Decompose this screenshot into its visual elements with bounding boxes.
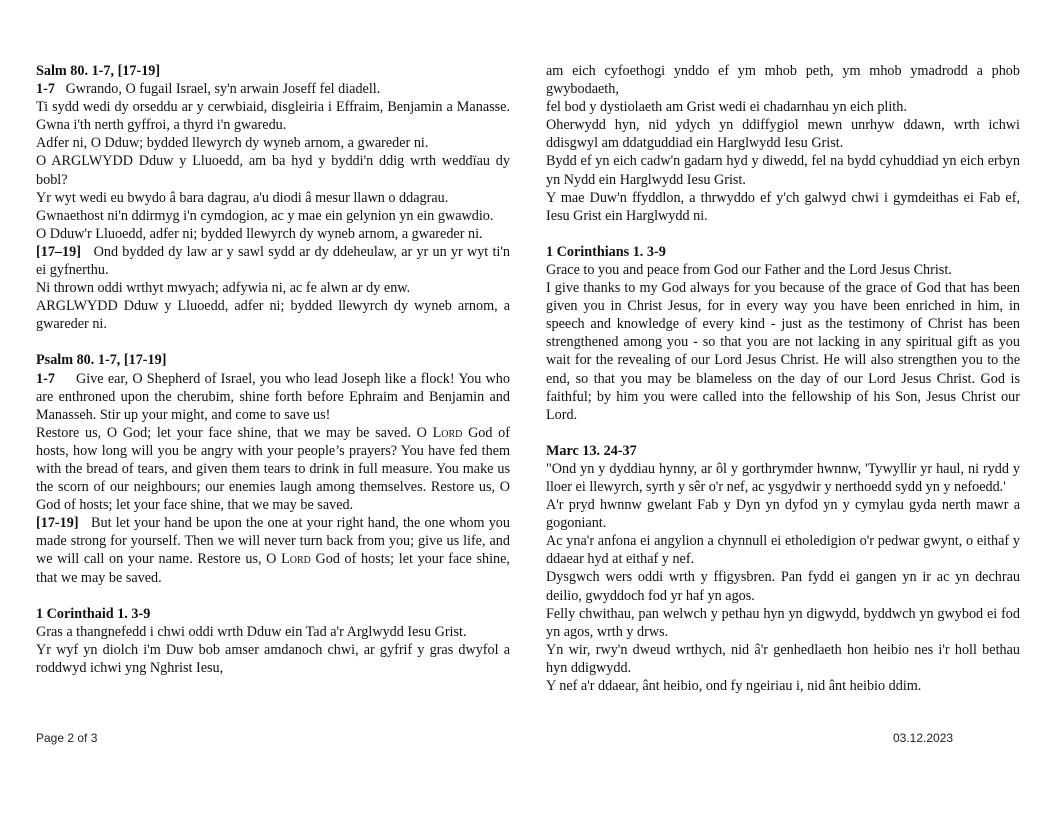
english-corinthians-section: [546, 243, 1020, 424]
verse-paragraph: [36, 424, 510, 514]
verse-text: Gwrando, O fugail Israel, sy'n arwain Joseff fel diadell.: [65, 81, 381, 98]
english-psalm-section: [36, 351, 510, 586]
page-number: Page 2 of 3: [36, 731, 98, 745]
verse-line: Yr wyt wedi eu bwydo â bara dagrau, a'u diodi â mesur llawn o ddagrau.: [36, 189, 449, 206]
verse-line: Ac yna'r anfona ei angylion a chynnull ei etholedigion o'r pedwar gwynt, o eithaf y ddaear hyd at eithaf y nef.: [546, 533, 1020, 568]
verse-line: Grace to you and peace from God our Father and the Lord Jesus Christ.: [546, 261, 952, 278]
welsh-corinthians-section: [36, 605, 510, 677]
verse-text: Give ear, O Shepherd of Israel, you who lead Joseph like a flock! You who are enthroned upon the cherubim, shine forth before Ephraim and Benjamin and Manasseh. Stir up your might, and come to save us!: [36, 370, 510, 423]
welsh-corinthians-continued: [546, 62, 1020, 225]
verse-paragraph: [36, 514, 510, 586]
section-heading: Marc 13. 24-37: [546, 442, 637, 459]
verse-ref: [17-19]: [36, 515, 79, 532]
verse-line: Yn wir, rwy'n dweud wrthych, nid â'r genhedlaeth hon heibio nes i'r holl bethau hyn ddigwydd.: [546, 641, 1020, 676]
verse-line: ARGLWYDD Dduw y Lluoedd, adfer ni; bydded llewyrch dy wyneb arnom, a gwareder ni.: [36, 298, 510, 333]
verse-line: Y mae Duw'n ffyddlon, a thrwyddo ef y'ch galwyd chwi i gymdeithas ei Fab ef, Iesu Grist ein Harglwydd ni.: [546, 189, 1020, 224]
verse-ref: 1-7: [36, 370, 55, 387]
verse-line: Bydd ef yn eich cadw'n gadarn hyd y diwedd, fel na bydd cyhuddiad yn eich erbyn yn Nydd ein Harglwydd Iesu Grist.: [546, 153, 1020, 188]
verse-text: Restore us, O God; let your face shine, that we may be saved. O: [36, 424, 433, 441]
verse-line: Felly chwithau, pan welwch y pethau hyn yn digwydd, byddwch yn gwybod ei fod yn agos, wrth y drws.: [546, 605, 1020, 640]
section-heading: 1 Corinthaid 1. 3-9: [36, 605, 151, 622]
section-heading: Salm 80. 1-7, [17-19]: [36, 63, 161, 79]
verse-line: Dysgwch wers oddi wrth y ffigysbren. Pan fydd ei gangen yn ir ac yn dechrau deilio, gwyddoch fod yr haf yn agos.: [546, 569, 1020, 604]
verse-text: God of hosts; let your face shine, that we may be saved.: [36, 551, 510, 586]
lord-smallcaps: Lord: [432, 424, 463, 441]
section-heading: Psalm 80. 1-7, [17-19]: [36, 352, 167, 369]
right-column: [546, 62, 1020, 695]
verse-line: Oherwydd hyn, nid ydych yn ddiffygiol mewn unrhyw ddawn, wrth ichwi ddisgwyl am ddatguddiad ein Harglwydd Iesu Grist.: [546, 117, 1020, 152]
verse-line: Ti sydd wedi dy orseddu ar y cerwbiaid, disgleiria i Effraim, Benjamin a Manasse. Gwna i'th nerth gyffroi, a thyrd i'n gwaredu.: [36, 99, 510, 134]
verse-text: God of hosts, how long will you be angry with your people’s prayers? You have fed them with the bread of tears, and given them tears to drink in full measure. You make us the scorn of our neighbours; our enemies laugh among themselves. Restore us, O God of hosts; let your face shine, that we may be saved.: [36, 424, 510, 514]
verse-line: O ARGLWYDD Dduw y Lluoedd, am ba hyd y byddi'n ddig wrth weddïau dy bobl?: [36, 153, 510, 188]
verse-line: O Dduw'r Lluoedd, adfer ni; bydded llewyrch dy wyneb arnom, a gwareder ni.: [36, 225, 483, 242]
verse-paragraph: [36, 243, 510, 279]
verse-ref: 1-7: [36, 81, 55, 98]
left-column: [36, 62, 510, 677]
verse-paragraph: [36, 80, 510, 98]
verse-line: fel bod y dystiolaeth am Grist wedi ei chadarnhau yn eich plith.: [546, 99, 907, 116]
lord-smallcaps: Lord: [281, 551, 311, 568]
verse-line: Y nef a'r ddaear, ânt heibio, ond fy ngeiriau i, nid ânt heibio ddim.: [546, 678, 922, 694]
verse-line: am eich cyfoethogi ynddo ef ym mhob peth, ym mhob ymadrodd a phob gwybodaeth,: [546, 63, 1020, 98]
verse-line: Adfer ni, O Dduw; bydded llewyrch dy wyneb arnom, a gwareder ni.: [36, 135, 429, 152]
welsh-mark-section: [546, 442, 1020, 695]
verse-line: Yr wyf yn diolch i'm Duw bob amser amdanoch chwi, ar gyfrif y gras dwyfol a roddwyd ichwi yng Nghrist Iesu,: [36, 641, 510, 676]
verse-line: "Ond yn y dyddiau hynny, ar ôl y gorthrymder hwnnw, 'Tywyllir yr haul, ni rydd y lloer ei llewyrch, syrth y sêr o'r nef, ac ysgydwir y nerthoedd sydd yn y nefoedd.': [546, 460, 1020, 495]
verse-ref: [17–19]: [36, 243, 81, 260]
welsh-psalm-section: [36, 62, 510, 333]
footer-date: 03.12.2023: [893, 731, 954, 745]
verse-line: Gwnaethost ni'n ddirmyg i'n cymdogion, ac y mae ein gelynion yn ein gwawdio.: [36, 207, 494, 224]
section-heading: 1 Corinthians 1. 3-9: [546, 243, 666, 260]
verse-text: But let your hand be upon the one at your right hand, the one whom you made strong for yourself. Then we will never turn back from you; give us life, and we will call on your name. Restore us, O: [36, 515, 510, 568]
verse-line: Ni thrown oddi wrthyt mwyach; adfywia ni, ac fe alwn ar dy enw.: [36, 280, 411, 297]
verse-paragraph: I give thanks to my God always for you because of the grace of God that has been given you in Christ Jesus, for in every way you have been enriched in him, in speech and knowledge of every kind - just as the testimony of Christ has been strengthened among you - so that you are not lacking in any spiritual gift as you wait for the revealing of our Lord Jesus Christ. He will also strengthen you to the end, so that you may be blameless on the day of our Lord Jesus Christ. God is faithful; by him you were called into the fellowship of his Son, Jesus Christ our Lord.: [546, 280, 1020, 423]
verse-paragraph: [36, 370, 510, 424]
verse-text: Ond bydded dy law ar y sawl sydd ar dy ddeheulaw, ar yr un yr wyt ti'n ei gyfnerthu.: [36, 243, 510, 279]
verse-line: Gras a thangnefedd i chwi oddi wrth Dduw ein Tad a'r Arglwydd Iesu Grist.: [36, 623, 467, 640]
verse-line: A'r pryd hwnnw gwelant Fab y Dyn yn dyfod yn y cymylau gyda nerth mawr a gogoniant.: [546, 497, 1020, 532]
